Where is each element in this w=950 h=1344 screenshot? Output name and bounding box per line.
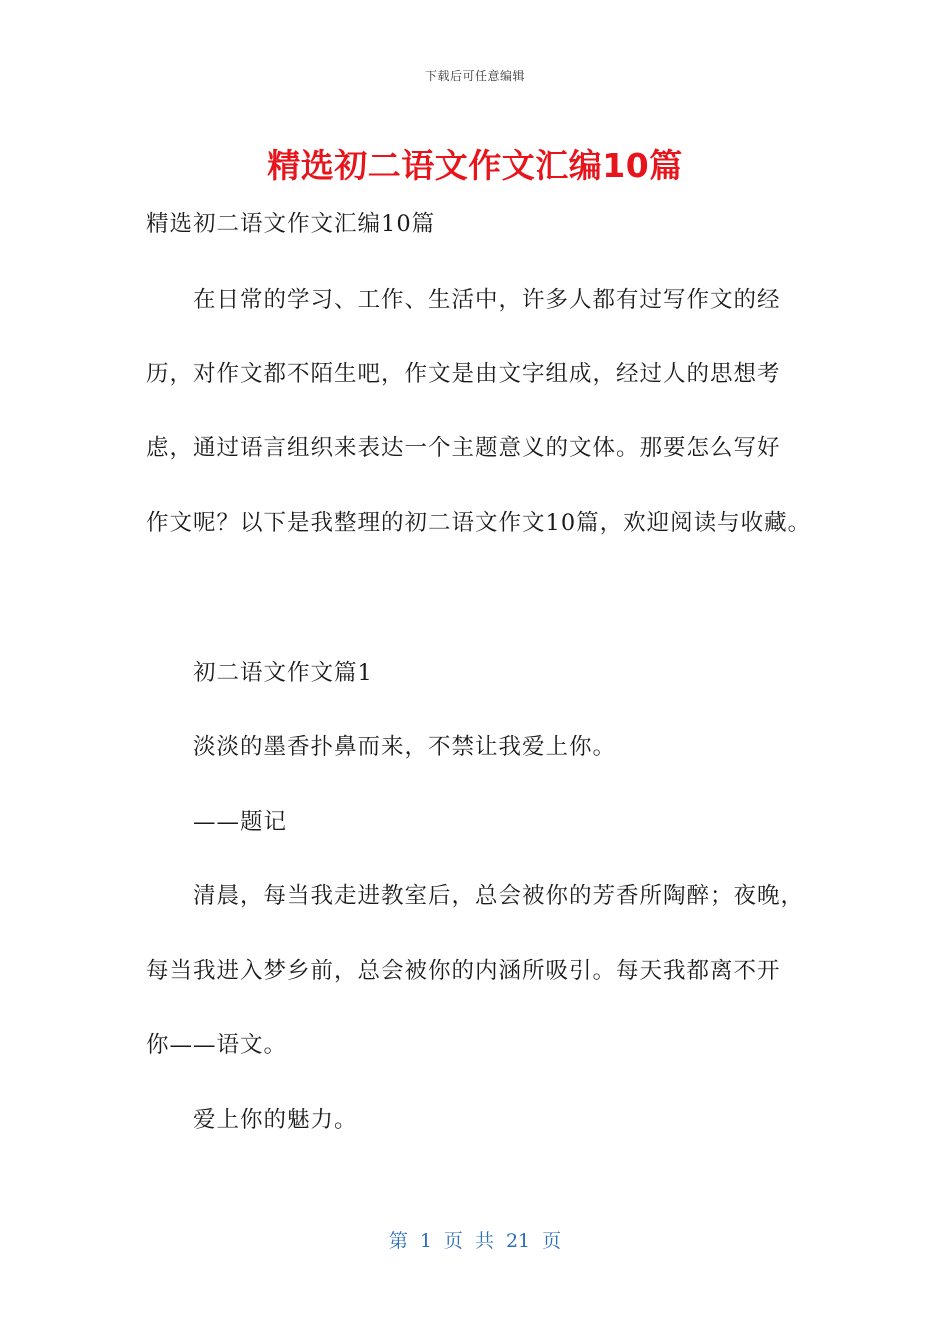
section-heading: 初二语文作文篇1: [193, 660, 373, 686]
current-page-number: 1: [419, 1230, 432, 1252]
epigraph: 淡淡的墨香扑鼻而来，不禁让我爱上你。: [193, 734, 617, 760]
page-footer: [0, 1226, 950, 1253]
page-label-suffix: 页: [542, 1230, 562, 1252]
document-subtitle: 精选初二语文作文汇编10篇: [146, 211, 436, 237]
paragraph-1-line-3: 你——语文。: [146, 1032, 288, 1058]
intro-line-1: 在日常的学习、工作、生活中，许多人都有过写作文的经: [193, 287, 781, 313]
page-label-prefix: 第: [388, 1230, 408, 1252]
page-label-mid: 页 共: [443, 1230, 494, 1252]
paragraph-2-line-1: 爱上你的魅力。: [193, 1107, 358, 1133]
epigraph-source: ——题记: [193, 809, 288, 835]
intro-line-4: 作文呢？以下是我整理的初二语文作文10篇，欢迎阅读与收藏。: [146, 510, 812, 536]
intro-line-2: 历，对作文都不陌生吧，作文是由文字组成，经过人的思想考: [146, 361, 781, 387]
paragraph-1-line-2: 每当我进入梦乡前，总会被你的内涵所吸引。每天我都离不开: [146, 958, 781, 984]
header-note: 下载后可任意编辑: [424, 69, 525, 83]
paragraph-1-line-1: 清晨，每当我走进教室后，总会被你的芳香所陶醉；夜晚，: [193, 883, 805, 909]
intro-line-3: 虑，通过语言组织来表达一个主题意义的文体。那要怎么写好: [146, 435, 781, 461]
total-pages-number: 21: [505, 1230, 531, 1252]
document-title: 精选初二语文作文汇编10篇: [267, 146, 683, 185]
